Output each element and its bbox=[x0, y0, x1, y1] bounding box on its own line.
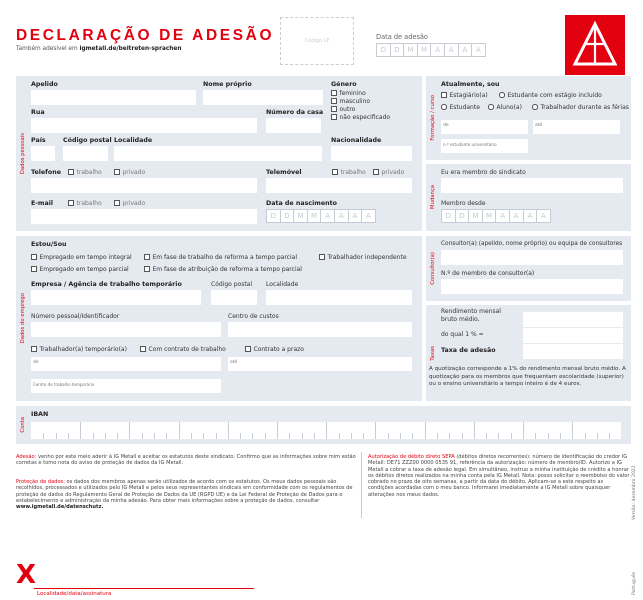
checkbox[interactable] bbox=[31, 254, 37, 260]
checkbox[interactable] bbox=[373, 169, 379, 175]
option-fixed-term-contract[interactable]: Contrato a prazo bbox=[245, 346, 304, 353]
radio[interactable] bbox=[441, 104, 447, 110]
mobile-field[interactable] bbox=[266, 178, 412, 193]
date-digit[interactable]: D bbox=[266, 209, 281, 223]
date-digit[interactable]: D bbox=[280, 209, 295, 223]
checkbox[interactable] bbox=[31, 266, 37, 272]
ig-metall-logo bbox=[565, 15, 625, 75]
iban-separator bbox=[93, 433, 94, 439]
checkbox[interactable] bbox=[144, 254, 150, 260]
iban-separator bbox=[129, 422, 130, 439]
income-label-1: Rendimento mensal bbox=[441, 308, 501, 315]
company-city-field[interactable] bbox=[266, 290, 412, 305]
former-union-field[interactable] bbox=[441, 178, 623, 193]
iban-separator bbox=[425, 422, 426, 439]
date-digit[interactable]: A bbox=[523, 209, 538, 223]
iban-separator bbox=[142, 433, 143, 439]
date-digit[interactable]: D bbox=[441, 209, 456, 223]
option-full-time[interactable]: Empregado em tempo integral bbox=[31, 254, 132, 261]
iban-separator bbox=[302, 433, 303, 439]
date-digit[interactable]: A bbox=[430, 43, 445, 57]
account-side-label: Conta bbox=[19, 417, 26, 433]
first-name-field[interactable] bbox=[203, 90, 323, 105]
iban-separator bbox=[240, 433, 241, 439]
option-partial-retirement-work[interactable]: Em fase de trabalho de reforma a tempo parcial bbox=[144, 254, 297, 261]
option-trainee[interactable]: Estagiário(a) bbox=[441, 92, 488, 99]
date-digit[interactable]: A bbox=[458, 43, 473, 57]
option-employment-contract[interactable]: Com contrato de trabalho bbox=[140, 346, 226, 353]
iban-separator bbox=[166, 433, 167, 439]
language-label: Português bbox=[632, 571, 637, 595]
iban-separator bbox=[117, 433, 118, 439]
iban-separator bbox=[535, 433, 536, 439]
date-digit[interactable]: M bbox=[403, 43, 418, 57]
checkbox[interactable] bbox=[68, 200, 74, 206]
company-city-label: Localidade bbox=[266, 281, 299, 288]
sepa-title: Autorização de débito direto SEPA bbox=[368, 454, 455, 460]
employment-title: Estou/Sou bbox=[31, 241, 67, 248]
employment-to-field[interactable]: até bbox=[228, 357, 412, 371]
form-subtitle bbox=[16, 46, 181, 52]
iban-separator bbox=[154, 433, 155, 439]
option-part-time[interactable]: Empregado em tempo parcial bbox=[31, 266, 129, 273]
iban-separator bbox=[314, 433, 315, 439]
mobile-private-option[interactable]: privado bbox=[373, 169, 404, 176]
iban-separator bbox=[326, 422, 327, 439]
iban-separator bbox=[191, 433, 192, 439]
date-digit[interactable]: A bbox=[471, 43, 486, 57]
temp-agency-field[interactable]: Centro de trabalho temporário bbox=[31, 379, 221, 393]
radio[interactable] bbox=[499, 92, 505, 98]
account-panel bbox=[16, 406, 631, 444]
adhesion-text: Adesão: venho por este meio aderir à IG Metall e aceitar os estatutos deste sindicato. Confirmo que as informações sobre mim estão corretas e tomo nota do aviso de proteção de dados da IG Metall. bbox=[16, 454, 356, 467]
checkbox[interactable] bbox=[441, 92, 447, 98]
company-postal-label: Código postal bbox=[211, 281, 253, 288]
date-digit[interactable]: D bbox=[376, 43, 391, 57]
radio[interactable] bbox=[532, 104, 538, 110]
signature-mark: X bbox=[16, 560, 37, 590]
house-number-field[interactable] bbox=[266, 118, 321, 133]
mobile-label: Telemóvel bbox=[266, 169, 302, 176]
iban-separator bbox=[486, 433, 487, 439]
gender-option-other[interactable]: outro bbox=[331, 106, 355, 113]
checkbox[interactable] bbox=[68, 169, 74, 175]
member-since-field[interactable] bbox=[441, 209, 550, 223]
checkbox[interactable] bbox=[331, 114, 337, 120]
surname-label: Apelido bbox=[31, 81, 58, 88]
personnel-number-field[interactable] bbox=[31, 322, 221, 337]
option-student-internship[interactable]: Estudante com estágio incluído bbox=[499, 92, 602, 99]
one-percent-label: do qual 1 % = bbox=[441, 331, 484, 338]
employment-side-label: Dados do emprego bbox=[19, 293, 26, 344]
gender-option-unspecified[interactable]: não especificado bbox=[331, 114, 390, 121]
personnel-number-label: Número pessoal/Identificador bbox=[31, 313, 120, 320]
iban-separator bbox=[68, 433, 69, 439]
iban-separator bbox=[203, 433, 204, 439]
data-protection-title: Proteção de dados: bbox=[16, 479, 65, 485]
phone-field[interactable] bbox=[31, 178, 257, 193]
iban-separator bbox=[43, 433, 44, 439]
iban-separator bbox=[289, 433, 290, 439]
consultant-side-label: Consultor(a) bbox=[429, 252, 436, 285]
former-union-label: Eu era membro do sindicato bbox=[441, 169, 526, 176]
footer-divider bbox=[361, 452, 362, 518]
education-to-field[interactable]: até bbox=[533, 120, 620, 134]
iban-separator bbox=[216, 433, 217, 439]
option-self-employed[interactable]: Trabalhador independente bbox=[319, 254, 407, 261]
gender-label: Género bbox=[331, 81, 357, 88]
personal-data-panel bbox=[16, 76, 422, 231]
iban-separator bbox=[412, 433, 413, 439]
date-digit[interactable]: A bbox=[444, 43, 459, 57]
city-field[interactable] bbox=[114, 146, 322, 161]
education-side-label: Formação / curso bbox=[429, 95, 436, 141]
checkbox[interactable] bbox=[114, 200, 120, 206]
membership-fee-label: Taxa de adesão bbox=[441, 347, 496, 354]
checkbox[interactable] bbox=[31, 346, 37, 352]
date-digit[interactable]: M bbox=[468, 209, 483, 223]
company-field[interactable] bbox=[31, 290, 201, 305]
country-label: País bbox=[31, 137, 46, 144]
iban-separator bbox=[548, 433, 549, 439]
fees-panel bbox=[426, 305, 631, 401]
consultant-name-label: Consultor(a) (apelido, nome próprio) ou equipa de consultores bbox=[441, 241, 623, 247]
date-digit[interactable]: A bbox=[348, 209, 363, 223]
nationality-label: Nacionalidade bbox=[331, 137, 382, 144]
consultant-name-field[interactable] bbox=[441, 250, 623, 265]
option-partial-retirement-assignment[interactable]: Em fase de atribuição de reforma a tempo parcial bbox=[144, 266, 302, 273]
iban-separator bbox=[474, 422, 475, 439]
email-field[interactable] bbox=[31, 209, 257, 224]
change-panel bbox=[426, 164, 631, 231]
subtitle-prefix: Também adesivel em bbox=[16, 46, 80, 52]
date-digit[interactable]: D bbox=[455, 209, 470, 223]
date-digit[interactable]: A bbox=[495, 209, 510, 223]
ig-metall-logo-icon bbox=[565, 15, 625, 75]
date-digit[interactable]: M bbox=[307, 209, 322, 223]
street-field[interactable] bbox=[31, 118, 257, 133]
date-of-joining-label: Data de adesão bbox=[376, 33, 428, 41]
date-digit[interactable]: A bbox=[536, 209, 551, 223]
birth-date-field[interactable] bbox=[266, 209, 375, 223]
income-label-2: bruto médio, bbox=[441, 316, 480, 323]
iban-label: IBAN bbox=[31, 411, 49, 418]
phone-label: Telefone bbox=[31, 169, 61, 176]
gender-option-masculine[interactable]: masculino bbox=[331, 98, 370, 105]
iban-separator bbox=[597, 433, 598, 439]
version-label: Versão: dezembro 2022 bbox=[632, 465, 637, 520]
iban-separator bbox=[339, 433, 340, 439]
personal-side-label: Dados pessoais bbox=[19, 132, 26, 175]
iban-separator bbox=[462, 433, 463, 439]
signature-label: Localidade/data/assinatura bbox=[37, 591, 112, 597]
radio[interactable] bbox=[488, 104, 494, 110]
education-title: Atualmente, sou bbox=[441, 81, 500, 88]
date-digit[interactable]: M bbox=[482, 209, 497, 223]
income-field[interactable] bbox=[523, 312, 623, 327]
date-digit[interactable]: A bbox=[361, 209, 376, 223]
company-postal-field[interactable] bbox=[211, 290, 257, 305]
postal-code-label: Código postal bbox=[63, 137, 112, 144]
change-side-label: Mudança bbox=[429, 185, 436, 210]
iban-separator bbox=[363, 433, 364, 439]
consultant-panel bbox=[426, 236, 631, 301]
option-temporary-worker[interactable]: Trabalhador(a) temporário(a) bbox=[31, 346, 127, 353]
checkbox[interactable] bbox=[332, 169, 338, 175]
checkbox[interactable] bbox=[331, 106, 337, 112]
email-work-option[interactable]: trabalho bbox=[68, 200, 102, 207]
iban-separator bbox=[351, 433, 352, 439]
iban-separator bbox=[388, 433, 389, 439]
phone-work-option[interactable]: trabalho bbox=[68, 169, 102, 176]
employment-from-field[interactable]: de bbox=[31, 357, 221, 371]
gender-option-feminine[interactable]: feminino bbox=[331, 90, 366, 97]
one-percent-field[interactable] bbox=[523, 328, 623, 343]
city-label: Localidade bbox=[114, 137, 153, 144]
checkbox[interactable] bbox=[144, 266, 150, 272]
option-pupil[interactable]: Aluno(a) bbox=[488, 104, 522, 111]
iban-separator bbox=[179, 422, 180, 439]
iban-separator bbox=[375, 422, 376, 439]
checkbox[interactable] bbox=[114, 169, 120, 175]
iban-separator bbox=[560, 433, 561, 439]
iban-separator bbox=[437, 433, 438, 439]
languages-link[interactable]: igmetall.de/beitreten-sprachen bbox=[79, 46, 182, 52]
adhesion-title: Adesão: bbox=[16, 454, 37, 460]
iban-separator bbox=[511, 433, 512, 439]
mobile-work-option[interactable]: trabalho bbox=[332, 169, 366, 176]
date-digit[interactable]: A bbox=[320, 209, 335, 223]
iban-separator bbox=[252, 433, 253, 439]
country-field[interactable] bbox=[31, 146, 55, 161]
cost-center-label: Centro de custos bbox=[228, 313, 279, 320]
data-protection-text: Proteção de dados: os dados dos membros apenas serão utilizados de acordo com os estatutos. Os meus dados pessoais são recolhidos, processados e utilizados pelo IG Metall e pelos seus representantes sindicais em conformidade com os regulamentos de proteção de dados do Regulamento Geral de Proteção de Dados da UE (RGPD UE) e da Lei Federal de Proteção de Dados para o estabelecimento e administração da minha adesão. Para obter mais informações sobre a proteção de dados, consultar www.igmetall.de/datenschutz. bbox=[16, 479, 353, 511]
iban-separator bbox=[277, 422, 278, 439]
iban-separator bbox=[265, 433, 266, 439]
education-from-field[interactable]: de bbox=[441, 120, 528, 134]
codigo-lp-box[interactable]: Código LP bbox=[280, 17, 354, 65]
iban-separator bbox=[609, 433, 610, 439]
date-digit[interactable]: A bbox=[334, 209, 349, 223]
iban-separator bbox=[228, 422, 229, 439]
sepa-text: Autorização de débito direto SEPA (débitos diretos recorrentes): número de identificação do credor IG Metall: DE71 ZZZ00 0000 0535 91, referência da autorização: número de membro/ID. Autorizo a IG Metall a cobrar a taxa de adesão legal. Em simultâneo, instruo a minha instituição de crédito a honrar os débitos diretos realizados na minha conta pela IG Metall. Nota: posso solicitar o reembolso do valor cobrado no prazo de oito semanas, a partir da data do débito. Aplicam-se a este respeito as condições acordadas com o meu banco. Informarei imediatamente a IG Metall sobre quaisquer alterações nos meus dados. bbox=[368, 454, 630, 498]
street-label: Rua bbox=[31, 109, 45, 116]
first-name-label: Nome próprio bbox=[203, 81, 252, 88]
iban-separator bbox=[56, 433, 57, 439]
company-label: Empresa / Agência de trabalho temporário bbox=[31, 281, 182, 288]
house-number-label: Número da casa bbox=[266, 109, 324, 116]
membership-fee-field[interactable] bbox=[523, 344, 623, 359]
iban-separator bbox=[449, 433, 450, 439]
checkbox[interactable] bbox=[319, 254, 325, 260]
iban-separator bbox=[523, 422, 524, 439]
checkbox[interactable] bbox=[140, 346, 146, 352]
fees-side-label: Taxas bbox=[429, 345, 436, 361]
iban-separator bbox=[572, 422, 573, 439]
education-panel bbox=[426, 76, 631, 160]
date-digit[interactable]: D bbox=[390, 43, 405, 57]
iban-separator bbox=[498, 433, 499, 439]
date-of-joining-field[interactable] bbox=[376, 43, 485, 57]
option-holiday-worker[interactable]: Trabalhador durante as férias bbox=[532, 104, 629, 111]
checkbox[interactable] bbox=[331, 90, 337, 96]
email-label: E-mail bbox=[31, 200, 54, 207]
iban-separator bbox=[80, 422, 81, 439]
iban-separator bbox=[400, 433, 401, 439]
birth-date-label: Data de nascimento bbox=[266, 200, 337, 207]
checkbox[interactable] bbox=[245, 346, 251, 352]
option-student[interactable]: Estudante bbox=[441, 104, 480, 111]
signature-line[interactable] bbox=[34, 588, 254, 589]
member-since-label: Membro desde bbox=[441, 200, 486, 207]
fee-note: A quotização corresponde a 1% do rendimento mensal bruto médio. A quotização para os membros que frequentam escolaridade (superior) ou o ensino universitário a tempo inteiro é de 4 euros. bbox=[429, 366, 626, 388]
student-number-field[interactable]: n.º estudante universitário bbox=[441, 139, 528, 153]
employment-panel bbox=[16, 236, 422, 401]
consultant-number-field[interactable] bbox=[441, 279, 623, 294]
email-private-option[interactable]: privado bbox=[114, 200, 145, 207]
checkbox[interactable] bbox=[331, 98, 337, 104]
postal-code-field[interactable] bbox=[63, 146, 108, 161]
date-digit[interactable]: M bbox=[417, 43, 432, 57]
date-digit[interactable]: M bbox=[293, 209, 308, 223]
form-title: DECLARAÇÃO DE ADESÃO bbox=[16, 27, 275, 44]
date-digit[interactable]: A bbox=[509, 209, 524, 223]
surname-field[interactable] bbox=[31, 90, 196, 105]
consultant-number-label: N.º de membro de consultor(a) bbox=[441, 270, 535, 277]
cost-center-field[interactable] bbox=[228, 322, 412, 337]
iban-separator bbox=[585, 433, 586, 439]
iban-separator bbox=[105, 433, 106, 439]
data-protection-link[interactable]: www.igmetall.de/datenschutz. bbox=[16, 504, 104, 511]
nationality-field[interactable] bbox=[331, 146, 412, 161]
phone-private-option[interactable]: privado bbox=[114, 169, 145, 176]
